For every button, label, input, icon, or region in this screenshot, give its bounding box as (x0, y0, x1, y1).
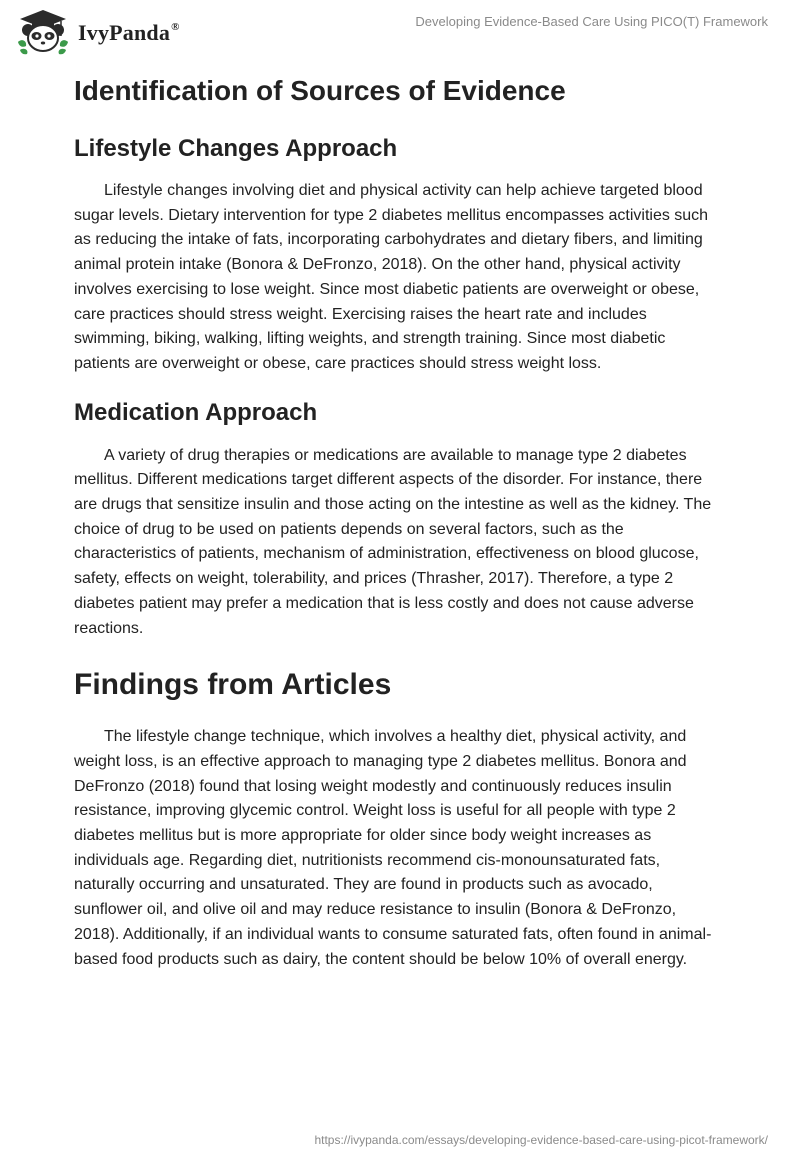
heading-medication-approach: Medication Approach (74, 398, 318, 426)
panda-graduation-cap-icon (14, 8, 72, 56)
document-title: Developing Evidence-Based Care Using PICO(T) Framework (415, 14, 768, 29)
paragraph-lifestyle-changes: Lifestyle changes involving diet and physical activity can help achieve targeted blood sugar levels. Dietary intervention for type 2 diabetes mellitus encompasses activities such as reducing the intake of fats, incorporating carbohydrates and dietary fibers, and limiting animal protein intake (Bonora & DeFronzo, 2018). On the other hand, physical activity involves exercising to lose weight. Since most diabetic patients are overweight or obese, care practices should stress weight. Exercising raises the heart rate and includes swimming, biking, walking, lifting weights, and strength training. Since most diabetic patients are overweight or obese, care practices should stress weight loss. (74, 182, 709, 372)
article-body (74, 70, 724, 972)
paragraph-findings: The lifestyle change technique, which involves a healthy diet, physical activity, and weight loss, is an effective approach to managing type 2 diabetes mellitus. Bonora and DeFronzo (2018) found that losing weight modestly and continuously reduces insulin resistance, improving glycemic control. Weight loss is useful for all people with type 2 diabetes mellitus but is more appropriate for older since body weight increases as individuals age. Regarding diet, nutritionists recommend cis-monounsaturated fats, naturally occurring and unsaturated. They are found in products such as avocado, sunflower oil, and olive oil and may reduce resistance to insulin (Bonora & DeFronzo, 2018). Additionally, if an individual wants to consume saturated fats, often found in animal-based food products such as dairy, the content should be below 10% of overall energy. (74, 728, 712, 968)
paragraph-medication-approach: A variety of drug therapies or medications are available to manage type 2 diabetes mellitus. Different medications target different aspects of the disorder. For instance, there are drugs that sensitize insulin and those acting on the intestine as well as the kidney. The choice of drug to be used on patients depends on several factors, such as the characteristics of patients, mechanism of administration, effectiveness on blood glucose, safety, effects on weight, tolerability, and prices (Thrasher, 2017). Therefore, a type 2 diabetes patient may prefer a medication that is less costly and does not cause adverse reactions. (74, 446, 712, 637)
page-header (0, 0, 800, 64)
ivypanda-logo[interactable] (14, 8, 180, 56)
brand-name (78, 20, 180, 46)
source-url[interactable]: https://ivypanda.com/essays/developing-evidence-based-care-using-picot-framework/ (314, 1133, 768, 1147)
brand-name-text: IvyPanda (78, 20, 171, 45)
heading-sources-of-evidence: Identification of Sources of Evidence (74, 75, 566, 106)
registered-mark: ® (171, 20, 180, 33)
heading-lifestyle-changes: Lifestyle Changes Approach (74, 135, 398, 162)
heading-findings-from-articles: Findings from Articles (74, 668, 392, 702)
